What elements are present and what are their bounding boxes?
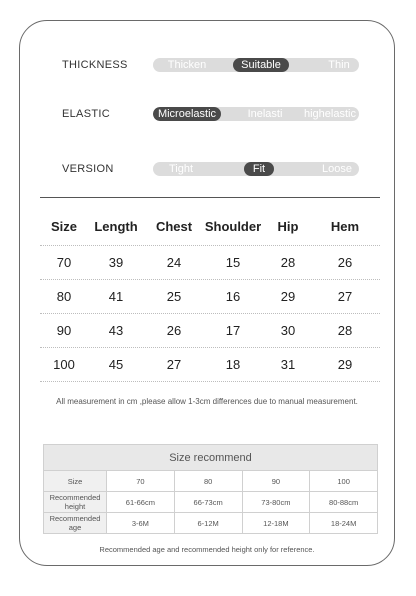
header-hem: Hem bbox=[330, 219, 360, 234]
size-recommend-title: Size recommend bbox=[44, 445, 378, 471]
row-label-age: Recommended age bbox=[44, 513, 107, 534]
thickness-scale bbox=[153, 58, 359, 72]
attr-label-thickness: THICKNESS bbox=[62, 59, 128, 71]
rec-size-cell: 100 bbox=[310, 471, 378, 492]
thickness-option-thicken: Thicken bbox=[167, 59, 207, 71]
attr-label-elastic: ELASTIC bbox=[62, 108, 110, 120]
size-recommend-title-row bbox=[44, 445, 378, 471]
elastic-option-inelasti: Inelasti bbox=[247, 108, 283, 120]
cell-shoulder: 17 bbox=[225, 323, 241, 338]
table-row bbox=[44, 492, 378, 513]
footer-note: Recommended age and recommended height only for reference. bbox=[99, 545, 315, 554]
elastic-scale bbox=[153, 107, 359, 121]
cell-hip: 29 bbox=[280, 289, 296, 304]
rec-age-cell: 18-24M bbox=[310, 513, 378, 534]
section-divider bbox=[40, 197, 380, 198]
table-row bbox=[44, 513, 378, 534]
cell-size: 80 bbox=[56, 289, 72, 304]
attr-label-version: VERSION bbox=[62, 163, 114, 175]
cell-size: 100 bbox=[53, 357, 75, 372]
cell-shoulder: 16 bbox=[225, 289, 241, 304]
cell-shoulder: 15 bbox=[225, 255, 241, 270]
header-length: Length bbox=[94, 219, 138, 234]
measurement-note: All measurement in cm ,please allow 1-3cm differences due to manual measurement. bbox=[56, 397, 358, 406]
attr-row-elastic bbox=[20, 107, 394, 123]
cell-length: 45 bbox=[108, 357, 124, 372]
version-option-fit-selected: Fit bbox=[244, 162, 274, 176]
cell-hip: 30 bbox=[280, 323, 296, 338]
cell-chest: 27 bbox=[166, 357, 182, 372]
table-row bbox=[44, 471, 378, 492]
cell-hem: 29 bbox=[337, 357, 353, 372]
header-shoulder: Shoulder bbox=[204, 219, 262, 234]
attr-row-thickness bbox=[20, 58, 394, 74]
rec-size-cell: 70 bbox=[107, 471, 175, 492]
version-option-loose: Loose bbox=[322, 163, 352, 175]
cell-shoulder: 18 bbox=[225, 357, 241, 372]
cell-hem: 27 bbox=[337, 289, 353, 304]
cell-chest: 26 bbox=[166, 323, 182, 338]
size-chart-table bbox=[40, 209, 380, 382]
row-label-height: Recommended height bbox=[44, 492, 107, 513]
table-row bbox=[40, 348, 380, 382]
table-row bbox=[40, 246, 380, 280]
header-chest: Chest bbox=[155, 219, 193, 234]
cell-length: 43 bbox=[108, 323, 124, 338]
cell-chest: 25 bbox=[166, 289, 182, 304]
table-row bbox=[40, 314, 380, 348]
cell-hip: 31 bbox=[280, 357, 296, 372]
rec-height-cell: 80-88cm bbox=[310, 492, 378, 513]
cell-hem: 26 bbox=[337, 255, 353, 270]
elastic-option-highelastic: highelastic bbox=[304, 108, 356, 120]
elastic-option-microelastic-selected: Microelastic bbox=[153, 107, 221, 121]
cell-size: 90 bbox=[56, 323, 72, 338]
table-row bbox=[40, 280, 380, 314]
size-chart-header-row bbox=[40, 209, 380, 246]
rec-height-cell: 66-73cm bbox=[174, 492, 242, 513]
version-option-tight: Tight bbox=[168, 163, 194, 175]
cell-length: 39 bbox=[108, 255, 124, 270]
thickness-option-suitable-selected: Suitable bbox=[233, 58, 289, 72]
rec-size-cell: 80 bbox=[174, 471, 242, 492]
cell-hem: 28 bbox=[337, 323, 353, 338]
cell-hip: 28 bbox=[280, 255, 296, 270]
row-label-size: Size bbox=[44, 471, 107, 492]
thickness-option-thin: Thin bbox=[328, 59, 350, 71]
rec-age-cell: 3-6M bbox=[107, 513, 175, 534]
rec-size-cell: 90 bbox=[242, 471, 310, 492]
cell-size: 70 bbox=[56, 255, 72, 270]
version-scale bbox=[153, 162, 359, 176]
rec-age-cell: 12-18M bbox=[242, 513, 310, 534]
rec-height-cell: 73-80cm bbox=[242, 492, 310, 513]
cell-chest: 24 bbox=[166, 255, 182, 270]
header-size: Size bbox=[50, 219, 77, 234]
size-guide-card bbox=[19, 20, 395, 566]
cell-length: 41 bbox=[108, 289, 124, 304]
size-recommend-table bbox=[43, 444, 378, 534]
rec-height-cell: 61-66cm bbox=[107, 492, 175, 513]
header-hip: Hip bbox=[277, 219, 299, 234]
attr-row-version bbox=[20, 162, 394, 178]
rec-age-cell: 6-12M bbox=[174, 513, 242, 534]
